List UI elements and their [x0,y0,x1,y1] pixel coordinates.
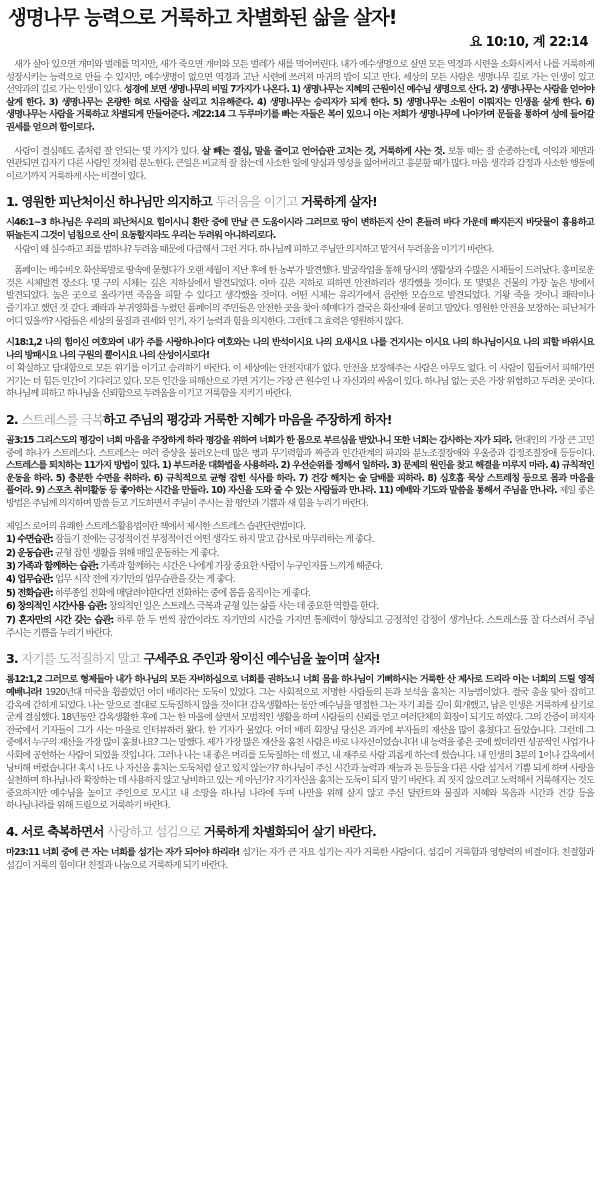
list-item: 7) 혼자만의 시간 갖는 습관: 하루 한 두 번씩 잠깐이라도 자기만의 시간을 가지면 통제력이 향상되고 긍정적인 감정이 생겨난다. 스트레스를 잘 다스려서 주님 주시는 기쁨을 누리기 바란다. [6,614,594,640]
list-item: 2) 운동습관: 균형 잡힌 생활을 위해 매일 운동하는 게 좋다. [6,547,219,559]
habit-list [6,533,594,640]
intro-bold: 성경에 보면 생명나무의 비밀 7가지가 나온다. [123,84,290,96]
intro-paragraph-1 [6,59,594,135]
section-3-highlight: 자기를 도적질하지 말고 [21,651,141,667]
list-item: 6) 창의적인 시간사용 습관: 창의적인 일은 스트레스 극복과 균형 있는 삶을 사는 데 중요한 역할을 한다. [6,601,379,613]
section-1-paragraph-3: 이 확실하고 담대함으로 모든 위기를 이기고 승리하기 바란다. 이 세상에는 안전지대가 없다. 안전을 보장해주는 사람은 아무도 없다. 이 사람이 힘들어서 피해가면 거기는 더 힘든 인간이 기다리고 있다. 모든 인간을 피해산으로 가면 거기는 가장 큰 원수인 나 자신과의 싸움이 있다. 하나님 없는 곳은 가장 위험하고 두려운 곳이다. 하나님께 피하고 하나님을 신뢰함으로 두려움을 이기고 거룩함을 지키기 바란다. [6,363,594,400]
list-item: 3) 가족과 함께하는 습관: 가족과 함께하는 시간은 나에게 가장 중요한 사람이 누구인지를 느끼게 해준다. [6,561,383,573]
section-1-highlight: 두려움을 이기고 [215,194,298,210]
section-1-verse-2: 시18:1,2 나의 힘이신 여호와여 내가 주를 사랑하나이다 여호와는 나의 반석이시요 나의 요새시요 나를 건지시는 이시요 나의 하나님이시요 나의 피할 바위시요 나의 방패시요 나의 구원의 뿔이시요 나의 산성이시로다! [6,337,594,361]
section-2-verse: 골3:15 그리스도의 평강이 너희 마음을 주장하게 하라 평강을 위하여 너희가 한 몸으로 부르심을 받았나니 또한 너희는 감사하는 자가 되라. 현대인의 가장 큰 고민 중에 하나가 스트레스다. 스트레스는 여러 증상을 불러오는데 많은 병과 무기력함과 짜증과 인간관계의 파괴와 분노조절장애와 우울증과 감정조절장애 등등이다. 스트레스를 퇴치하는 11가지 방법이 있다. 1) 부드러운 대화법을 사용하라. 2) 우선순위를 정해서 일하라. 3) 문제의 원인을 찾고 해결을 미루지 마라. 4) 규칙적인 운동을 하라. 5) 충분한 수면을 취하라. 6) 규칙적으로 균형 잡힌 식사를 하라. 7) 건강 해치는 술 담배를 피하라. 8) 심호흡 묵상 스트레칭 등으로 몸과 마음을 풀어라. 9) 스포츠 취미활동 등 좋아하는 시간을 만들라. 10) 자신을 도와 줄 수 있는 사람들과 만나라. 11) 예배와 기도와 말씀을 통해서 주님을 만나라. 제일 좋은 방법은 주님께 의지하며 말씀 듣고 기도하면서 주님이 주시는 참 평안과 기쁨과 새 힘을 누리기 바란다. [6,435,594,510]
list-item: 4) 업무습관: 업무 시작 전에 자기만의 업무습관을 갖는 게 좋다. [6,574,235,586]
section-1-paragraph-1: 사람이 왜 실수하고 죄를 범하나? 두려움 때문에 다급해서 그런 거다. 하나님께 피하고 주님만 의지하고 맡겨서 두려움을 이기기 바란다. [14,243,494,255]
section-4-heading: 4. 서로 축복하면서 사랑하고 섬김으로 거룩하게 차별화되어 살기 바란다. [6,824,376,839]
section-2-heading: 2. 스트레스를 극복하고 주님의 평강과 거룩한 지혜가 마음을 주장하게 하자! [6,412,392,428]
intro-bold-end: 1) 생명나무는 지혜의 근원이신 예수님 생명으로 산다. 2) 생명나무는 사람을 얻어야 살게 한다. 3) 생명나무는 온량한 혀로 사람을 살리고 치유해준다. 4) 생명나무는 승리자가 되게 한다. 5) 생명나무는 소원이 이뤄지는 인생을 살게 한다. 6) 생명나무는 사람을 거룩하고 차별되게 만들어준다. 계22:14 그 두루마기를 빠는 자들은 복이 있으니 이는 저희가 생명나무에 나아가며 문들을 통하여 성에 들어갈 권세를 얻으려 함이로다. [6,84,594,133]
section-3-heading: 3. 자기를 도적질하지 말고 구세주요 주인과 왕이신 예수님을 높이며 살자! [6,651,380,667]
section-4-highlight: 사랑하고 섬김으로 [107,824,201,839]
section-2-highlight: 스트레스를 극복 [21,412,104,428]
section-1-paragraph-2: 폼페이는 베수비오 화산폭발로 땅속에 묻혔다가 오랜 세월이 지난 후에 한 농부가 발견했다. 발굴작업을 통해 당시의 생활상과 수많은 시체들이 드러났다. 흥미로운 것은 시체발견 장소다. 몇 구의 시체는 깊은 지하실에서 발견되었다. 아마 깊은 지하로 피하면 안전하리라 생각했을 것이다. 또 몇몇은 건물의 가장 높은 방에서 발견되었다. 높은 곳으로 올라가면 죽음을 피할 수 있다고 생각했을 것이다. 어떤 시체는 유리가에서 음란한 모습으로 발견되었다. 기왕 죽을 것이니 쾌락이나 즐기자고 했던 것 같다. 쾌락과 부귀영화를 누렸던 폼페이의 주민들은 안전한 곳을 찾아 헤매다가 결국은 화산재에 묻히고 말았다. 영원한 안전을 보장하는 피난처가 어디 있을까? 사람들은 세상의 물질과 권세와 인기, 자기 능력과 힘을 의지한다. 그런데 그 효력은 영원하지 않다. [6,265,594,327]
section-3-verse: 롬12:1,2 그러므로 형제들아 내가 하나님의 모든 자비하심으로 너희를 권하노니 너희 몸을 하나님이 기뻐하시는 거룩한 산 제사로 드리라 이는 너희의 드릴 영적 예배니라! 1920년대 미국을 휩쓸었던 어더 배리라는 도둑이 있었다. 그는 사회적으로 저명한 사람들의 돈과 보석을 훔치는 지능범이었다. 결국 총을 맞아 잡히고 감옥에 갇히게 되었다. 나는 앞으로 절대로 도둑질하지 않을 것이다! 감옥생활하는 동안 예수님을 영접한 그는 자기 죄를 깊이 회개했고, 남은 인생은 거룩하게 살기로 굳게 결심했다. 18년동안 감옥생활한 후에 그는 한 마을에 살면서 모범적인 생활을 하며 사람들의 신뢰를 얻고 여러단체의 회장이 되기도 하였다. 그의 간증이 퍼지자 전국에서 기자들이 그가 사는 마을로 인터뷰하러 왔다. 한 기자가 물었다. 어더 배리 회장님 당신은 과거에 부자들의 재산을 많이 훔쳤다고 들었습니다. 그런데 그 중에서 누구의 재산을 가장 많이 훔쳤나요? 그는 말했다. 제가 가장 많은 재산을 훔친 사람은 바로 나자신이었습니다! 내 능력을 좋은 곳에 썼더라면 성공적인 사업가나 사회에 공헌하는 사람이 되었을 것입니다. 그러나 나는 내 좋은 머리를 도둑질하는 데 썼고, 내 재주로 사람 괴롭게 하는데 썼습니다. 내 인생의 3분의 1이나 감옥에서 낭비해 버렸습니다! 혹시 나도 나 자신을 훔치는 도둑처럼 살고 있지 않는가? 하나님이 주신 시간과 능력과 재능과 돈 등등을 다른 사람 섬겨서 기쁨 되게 하며 사랑을 실천하며 하나님나라 확장하는 데 사용하지 않고 낭비하고 있는 게 아닌가? 자기자신을 훔치는 도둑이 되지 말기 바란다. 죄 짓지 않으려고 노력해서 거룩해지는 것도 중요하지만 예수님을 높이고 주인으로 모시고 내 소망을 하나님 나라에 두며 나만을 위해 살지 않고 주신 달란트와 물질과 지혜와 복음과 시간과 건강 등을 하나님나라를 위해 드림으로 거룩하기 바란다. [6,674,594,812]
page-title: 생명나무 능력으로 거룩하고 차별화된 삶을 살자! [8,6,397,29]
list-item: 1) 수면습관: 잠들기 전에는 긍정적이건 부정적이건 어떤 생각도 하지 말고 감사로 마무리하는 게 좋다. [6,534,374,546]
scripture-reference: 요 10:10, 계 22:14 [469,35,588,50]
section-1-verse: 시46:1~3 하나님은 우리의 피난처시요 힘이시니 환란 중에 만날 큰 도움이시라 그러므로 땅이 변하든지 산이 흔들려 바다 가운데 빠지든지 바닷물이 흉용하고 뛰놀든지 그것이 넘침으로 산이 요동할지라도 우리는 두려워 아니하리로다. [6,217,594,241]
list-item: 5) 전화습관: 하루종일 전화에 매달려야한다면 전화하는 중에 몸을 움직이는 게 좋다. [6,587,311,599]
intro-text-2: 사람이 결심해도 좀처럼 잘 안되는 몇 가지가 있다. [14,145,199,157]
intro-paragraph-2 [6,146,594,184]
section-2-paragraph-2: 제임스 로어의 유쾌한 스트레스활용법이란 책에서 제시한 스트레스 습관단련법이다. [6,520,306,532]
section-4-verse: 마23:11 너희 중에 큰 자는 너희를 섬기는 자가 되어야 하리라! 섬기는 자가 큰 자요 섬기는 자가 거룩한 사람이다. 섬김이 거룩함과 영향력의 비결이다. 친절함과 섬김이 거룩의 힘이다! 친절과 나눔으로 거룩하게 되기 바란다. [6,847,594,871]
intro-text: 새가 살아 있으면 개미와 벌레를 먹지만, 새가 죽으면 개미와 모든 벌레가 새를 먹어버린다. 내가 예수생명으로 살면 모든 역경과 시련을 소화시켜서 나를 거룩하게 성장시키는 능력으로 만들 수 있지만, 예수생명이 없으면 역경과 고난 시련에 쓰러져 마귀의 밥이 되고 만다. 세상의 모든 사람은 생명나무 길로 가는 인생이 있고 선악과의 길로 가는 인생이 있다. [6,59,594,96]
section-1-heading: 1. 영원한 피난처이신 하나님만 의지하고 두려움을 이기고 거룩하게 살자! [6,194,377,210]
intro-text-2-end: 보통 때는 잘 순종하는데, 이익과 체면과 연관되면 갑자기 다른 사람인 것처럼 분노한다. 큰일은 비교적 잘 참는데 사소한 일에 양심과 영성을 잃어버리고 흥분할 때가 많다. 마음 생각과 감정과 사소한 행동에 이르기까지 거룩하게 사는 비결이 있다. [6,145,594,182]
intro-bold-2: 살 빼는 결심, 말을 줄이고 언어습관 고치는 것, 거룩하게 사는 것. [201,145,445,157]
